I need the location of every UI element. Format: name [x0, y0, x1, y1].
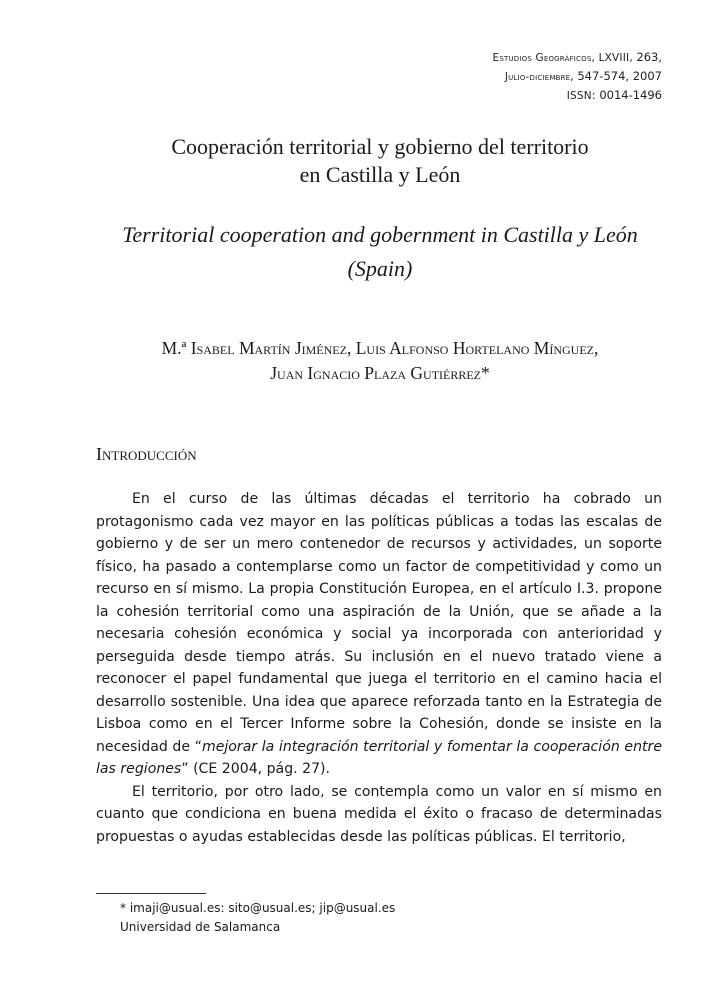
footnote-affiliation: Universidad de Salamanca: [120, 920, 281, 934]
footnote-divider: [96, 893, 206, 894]
paragraph-1-quote: mejorar la integración territorial y fomentar la cooperación entre las regiones: [96, 738, 662, 777]
authors-line-2: Juan Ignacio Plaza Gutiérrez*: [270, 363, 490, 383]
issn-label: ISSN: [566, 90, 592, 102]
paragraph-1-text: En el curso de las últimas décadas el territorio ha cobrado un protagonismo cada vez mayor en las políticas públicas a todas las escalas de gobierno y de ser un mero contenedor de recursos y actividades, un soporte físico, ha pasado a contemplarse como un factor de competitividad y como un recurso en sí mismo. La propia Constitución Europea, en el artículo I.3. propone la cohesión territorial como una aspiración de la Unión, que se añade a la necesaria cohesión económica y social ya incorporada con anterioridad y perseguida desde tiempo atrás. Su inclusión en el nuevo tratado viene a reconocer el papel fundamental que juega el territorio en el camino hacia el desarrollo sostenible. Una idea que aparece reforzada tanto en la Estrategia de Lisboa como en el Tercer Informe sobre la Cohesión, donde se insiste en la necesidad de “: [96, 491, 662, 755]
paragraph-2: El territorio, por otro lado, se contempla como un valor en sí mismo en cuanto que condiciona en buena medida el éxito o fracaso de determinadas propuestas o ayudas establecidas desde las políticas públicas. El territorio,: [96, 783, 662, 845]
journal-name: Estudios Geográficos: [492, 52, 592, 64]
journal-line-1: Estudios Geográficos, LXVIII, 263,: [492, 50, 662, 64]
title-english-line-1: Territorial cooperation and gobernment in Castilla y León: [122, 222, 638, 247]
journal-volume: LXVIII: [598, 52, 630, 64]
paragraph-1-citation: ” (CE 2004, pág. 27).: [181, 761, 331, 777]
paragraph-1: [96, 488, 662, 781]
journal-header: [492, 48, 662, 105]
journal-line-3: ISSN: 0014-1496: [566, 88, 662, 102]
issn-value: 0014-1496: [599, 88, 662, 102]
body-text: [96, 488, 662, 848]
journal-period: Julio-diciembre: [504, 71, 571, 83]
title-english-line-2: (Spain): [347, 256, 413, 281]
journal-line-2: Julio-diciembre, 547-574, 2007: [504, 69, 662, 83]
title-english: [60, 218, 700, 286]
authors: [60, 336, 700, 386]
title-spanish-line-1: Cooperación territorial y gobierno del territorio: [171, 134, 589, 159]
journal-issue: 263,: [636, 50, 662, 64]
journal-pages-year: 547-574, 2007: [577, 69, 662, 83]
authors-line-1: M.ª Isabel Martín Jiménez, Luis Alfonso Hortelano Mínguez,: [161, 338, 599, 358]
footnote: [120, 899, 395, 937]
title-spanish: [60, 133, 700, 189]
title-spanish-line-2: en Castilla y León: [299, 162, 461, 187]
section-heading: Introducción: [96, 444, 197, 464]
footnote-emails: * imaji@usual.es: sito@usual.es; jip@usual.es: [120, 901, 396, 915]
